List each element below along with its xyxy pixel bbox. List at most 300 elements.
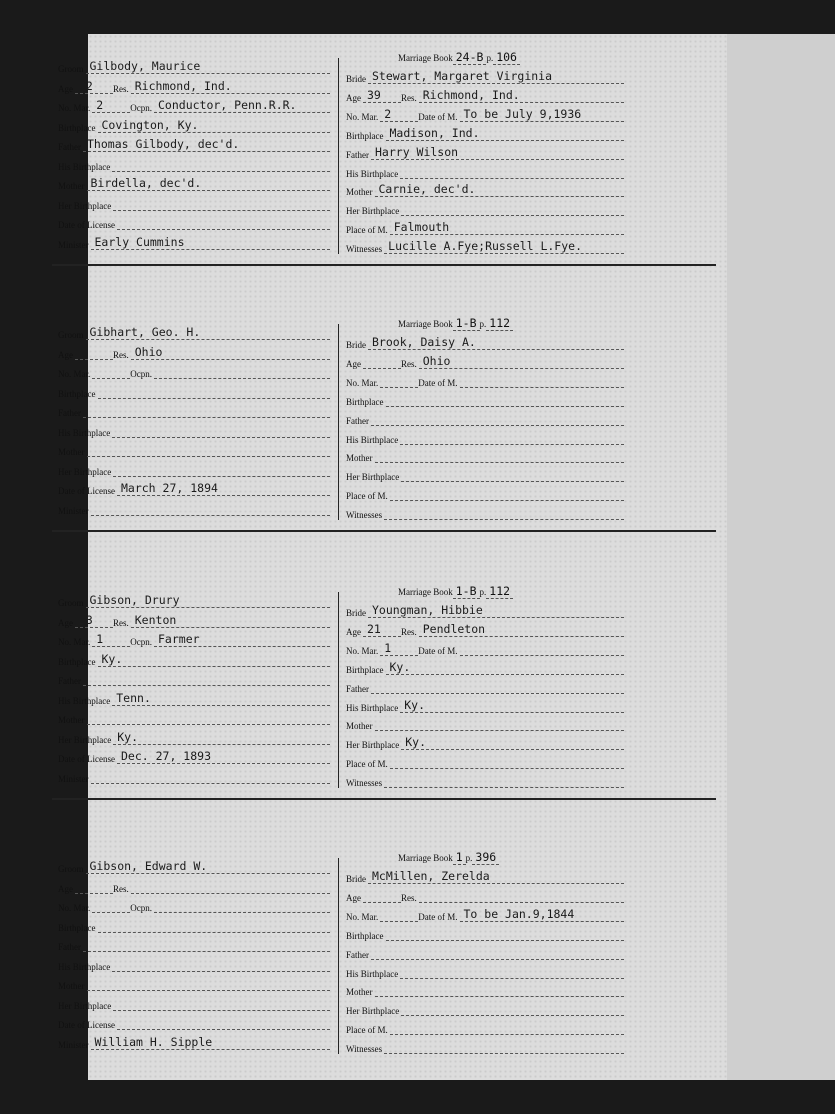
marriage-book-label: Marriage Book (398, 587, 453, 597)
groom-ocpn-label: Ocpn. (130, 103, 152, 113)
groom-row (58, 590, 330, 608)
groom-birthplace-value: Covington, Ky. (98, 119, 331, 133)
bride-his-birthplace-value (400, 965, 624, 979)
groom-license-row (58, 478, 330, 496)
bride-her-birthplace-value (401, 202, 624, 216)
bride-no-mar-value: 1 (380, 642, 418, 656)
bride-place-row (346, 217, 624, 235)
bride-his-birthplace-label: His Birthplace (346, 702, 399, 713)
bride-mother-label: Mother (346, 187, 373, 198)
bride-res-label: Res. (401, 92, 417, 103)
groom-mother-label: Mother (58, 447, 85, 457)
bride-date-of-m-value: To be Jan.9,1844 (460, 908, 625, 922)
bride-date-of-m-label: Date of M. (418, 377, 458, 388)
bride-witnesses-label: Witnesses (346, 778, 383, 789)
groom-ocpn-label: Ocpn. (130, 369, 152, 379)
bride-place-row (346, 1017, 624, 1035)
bride-mar-row (346, 370, 624, 388)
groom-no-mar-label: No. Mar. (58, 637, 91, 647)
bride-his-birthplace-label: His Birthplace (346, 434, 399, 445)
bride-mar-row (346, 904, 624, 922)
groom-his-birthplace-label: His Birthplace (58, 961, 111, 972)
bride-mother-label: Mother (346, 987, 373, 998)
bride-age-row (346, 351, 624, 369)
bride-mother-row (346, 179, 624, 197)
groom-age-row (58, 342, 330, 360)
bride-his-birthplace-row (346, 961, 624, 979)
column-divider (338, 592, 339, 788)
groom-age-label: Age (58, 349, 73, 360)
bride-place-of-m-value (390, 1021, 624, 1035)
groom-name-label: Groom (58, 598, 84, 608)
bride-mar-row (346, 638, 624, 656)
bride-mother-label: Mother (346, 453, 373, 464)
marriage-book-ref (398, 316, 513, 330)
groom-age-value (75, 346, 113, 360)
groom-minister-value (91, 502, 331, 516)
marriage-book-value: 24-B (453, 50, 487, 65)
groom-birthplace-label: Birthplace (58, 656, 96, 667)
bride-her-birthplace-row (346, 732, 624, 750)
bride-mother-value (375, 983, 625, 997)
groom-res-value: Ohio (131, 346, 330, 360)
marriage-book-value: 1 (453, 850, 466, 865)
groom-no-mar-label: No. Mar. (58, 369, 91, 379)
bride-witnesses-row (346, 236, 624, 254)
groom-father-label: Father (58, 142, 81, 152)
bride-father-value (371, 680, 624, 694)
bride-date-of-m-value (460, 642, 625, 656)
groom-date-of-license-value (117, 216, 330, 230)
groom-license-row (58, 212, 330, 230)
groom-date-of-license-value (117, 1016, 330, 1030)
marriage-book-label: Marriage Book (398, 853, 453, 863)
groom-her-birthplace-label: Her Birthplace (58, 200, 112, 211)
groom-no-mar-label: No. Mar. (58, 103, 91, 113)
bride-birthplace-value (386, 927, 625, 941)
bride-name-value: Brook, Daisy A. (368, 336, 624, 350)
marriage-book-label: Marriage Book (398, 53, 453, 63)
groom-her-birthplace-row (58, 727, 330, 745)
page-value: 112 (486, 584, 513, 599)
groom-his-birthplace-row (58, 954, 330, 972)
groom-age-value: 23 (75, 614, 113, 628)
bride-witnesses-label: Witnesses (346, 1044, 383, 1055)
groom-minister-label: Minister (58, 505, 89, 516)
groom-father-value (83, 672, 330, 686)
groom-ocpn-value (154, 365, 330, 379)
groom-birthplace-row (58, 115, 330, 133)
groom-birthplace-row (58, 915, 330, 933)
bride-father-row (346, 942, 624, 960)
bride-age-row (346, 619, 624, 637)
page-label: p. (479, 587, 487, 597)
bride-res-value: Richmond, Ind. (419, 89, 624, 103)
groom-name-label: Groom (58, 864, 84, 874)
groom-father-label: Father (58, 942, 81, 952)
bride-name-label: Bride (346, 74, 366, 84)
bride-res-label: Res. (401, 358, 417, 369)
groom-no-mar-value (92, 365, 130, 379)
groom-his-birthplace-row (58, 420, 330, 438)
bride-no-mar-value (380, 374, 418, 388)
bride-row (346, 600, 624, 618)
page-value: 112 (486, 316, 513, 331)
bride-her-birthplace-label: Her Birthplace (346, 206, 400, 217)
page-value: 106 (493, 50, 520, 65)
bride-place-row (346, 483, 624, 501)
bride-mother-value (375, 449, 625, 463)
bride-father-value (371, 412, 624, 426)
groom-name-value: Gibson, Drury (86, 594, 331, 608)
groom-birthplace-row (58, 649, 330, 667)
groom-father-row (58, 668, 330, 686)
bride-mother-value (375, 717, 625, 731)
groom-age-value (75, 880, 113, 894)
page-label: p. (486, 53, 494, 63)
groom-mar-row (58, 361, 330, 379)
bride-place-of-m-value (390, 755, 624, 769)
groom-mother-label: Mother (58, 981, 85, 991)
groom-birthplace-value: Ky. (98, 653, 331, 667)
groom-her-birthplace-row (58, 459, 330, 477)
marriage-book-value: 1-B (453, 584, 480, 599)
groom-father-value (83, 938, 330, 952)
bride-mother-label: Mother (346, 721, 373, 732)
groom-ocpn-value: Conductor, Penn.R.R. (154, 99, 330, 113)
groom-minister-row (58, 232, 330, 250)
groom-her-birthplace-label: Her Birthplace (58, 466, 112, 477)
bride-his-birthplace-row (346, 161, 624, 179)
bride-res-value: Pendleton (419, 623, 624, 637)
bride-birthplace-value: Ky. (386, 661, 625, 675)
groom-row (58, 56, 330, 74)
card-separator (52, 530, 716, 532)
bride-birthplace-value: Madison, Ind. (386, 127, 625, 141)
groom-birthplace-value (98, 385, 331, 399)
groom-birthplace-label: Birthplace (58, 388, 96, 399)
bride-witnesses-value: Lucille A.Fye;Russell L.Fye. (384, 240, 624, 254)
groom-father-label: Father (58, 676, 81, 686)
groom-father-label: Father (58, 408, 81, 418)
groom-her-birthplace-value (113, 463, 330, 477)
groom-mother-row (58, 439, 330, 457)
groom-date-of-license-label: Date of License (58, 220, 115, 230)
bride-father-label: Father (346, 683, 369, 694)
bride-date-of-m-label: Date of M. (418, 911, 458, 922)
marriage-book-ref (398, 850, 499, 864)
groom-her-birthplace-label: Her Birthplace (58, 1000, 112, 1011)
bride-his-birthplace-row (346, 427, 624, 445)
column-divider (338, 324, 339, 520)
bride-age-value: 39 (363, 89, 401, 103)
groom-ocpn-value: Farmer (154, 633, 330, 647)
bride-age-value: 21 (363, 623, 401, 637)
bride-witnesses-row (346, 502, 624, 520)
groom-res-label: Res. (113, 883, 129, 894)
bride-place-of-m-value: Falmouth (390, 221, 624, 235)
bride-place-row (346, 751, 624, 769)
bride-row (346, 66, 624, 84)
bride-no-mar-label: No. Mar. (346, 377, 379, 388)
bride-date-of-m-value (460, 374, 625, 388)
groom-his-birthplace-value (112, 158, 330, 172)
bride-age-label: Age (346, 358, 361, 369)
groom-no-mar-value: 1 (92, 633, 130, 647)
marriage-record-card (52, 318, 716, 580)
column-divider (338, 858, 339, 1054)
groom-res-value: Richmond, Ind. (131, 80, 330, 94)
bride-father-label: Father (346, 149, 369, 160)
groom-mar-row (58, 895, 330, 913)
groom-ocpn-value (154, 899, 330, 913)
groom-her-birthplace-label: Her Birthplace (58, 734, 112, 745)
bride-witnesses-value (384, 506, 624, 520)
bride-no-mar-value: 2 (380, 108, 418, 122)
groom-age-label: Age (58, 83, 73, 94)
groom-mother-value: Birdella, dec'd. (87, 177, 331, 191)
bride-father-value: Harry Wilson (371, 146, 624, 160)
groom-age-label: Age (58, 883, 73, 894)
groom-name-value: Gibhart, Geo. H. (86, 326, 331, 340)
bride-age-value (363, 889, 401, 903)
groom-his-birthplace-label: His Birthplace (58, 427, 111, 438)
bride-his-birthplace-row (346, 695, 624, 713)
bride-date-of-m-label: Date of M. (418, 645, 458, 656)
bride-father-row (346, 142, 624, 160)
groom-birthplace-value (98, 919, 331, 933)
bride-birthplace-label: Birthplace (346, 664, 384, 675)
bride-place-of-m-label: Place of M. (346, 491, 388, 502)
groom-his-birthplace-value (112, 958, 330, 972)
groom-birthplace-label: Birthplace (58, 922, 96, 933)
groom-birthplace-label: Birthplace (58, 122, 96, 133)
groom-res-label: Res. (113, 83, 129, 94)
bride-mother-row (346, 713, 624, 731)
groom-age-value: 42 (75, 80, 113, 94)
groom-age-row (58, 76, 330, 94)
groom-mother-label: Mother (58, 715, 85, 725)
groom-his-birthplace-label: His Birthplace (58, 161, 111, 172)
groom-minister-value: Early Cummins (91, 236, 331, 250)
bride-witnesses-value (384, 1040, 624, 1054)
bride-age-label: Age (346, 892, 361, 903)
bride-father-label: Father (346, 949, 369, 960)
bride-birthplace-row (346, 123, 624, 141)
groom-age-label: Age (58, 617, 73, 628)
bride-her-birthplace-row (346, 998, 624, 1016)
bride-no-mar-label: No. Mar. (346, 111, 379, 122)
groom-minister-label: Minister (58, 773, 89, 784)
bride-her-birthplace-label: Her Birthplace (346, 1006, 400, 1017)
bride-witnesses-label: Witnesses (346, 244, 383, 255)
bride-row (346, 866, 624, 884)
marriage-book-value: 1-B (453, 316, 480, 331)
bride-her-birthplace-label: Her Birthplace (346, 472, 400, 483)
bride-age-row (346, 85, 624, 103)
groom-her-birthplace-value (113, 197, 330, 211)
bride-his-birthplace-value (400, 431, 624, 445)
groom-his-birthplace-value: Tenn. (112, 692, 330, 706)
groom-date-of-license-value: Dec. 27, 1893 (117, 750, 330, 764)
groom-minister-row (58, 766, 330, 784)
bride-witnesses-value (384, 774, 624, 788)
groom-name-label: Groom (58, 64, 84, 74)
groom-age-row (58, 610, 330, 628)
bride-witnesses-row (346, 1036, 624, 1054)
groom-mother-value (87, 977, 331, 991)
marriage-book-ref (398, 584, 513, 598)
bride-no-mar-label: No. Mar. (346, 911, 379, 922)
groom-his-birthplace-row (58, 154, 330, 172)
marriage-record-card (52, 852, 716, 1114)
bride-birthplace-row (346, 389, 624, 407)
groom-her-birthplace-value: Ky. (113, 731, 330, 745)
bride-row (346, 332, 624, 350)
bride-birthplace-value (386, 393, 625, 407)
bride-his-birthplace-value: Ky. (400, 699, 624, 713)
card-separator (52, 798, 716, 800)
groom-no-mar-value: 2 (92, 99, 130, 113)
bride-witnesses-label: Witnesses (346, 510, 383, 521)
groom-age-row (58, 876, 330, 894)
page-value: 396 (472, 850, 499, 865)
groom-mother-value (87, 443, 331, 457)
marriage-book-ref (398, 50, 520, 64)
groom-res-value: Kenton (131, 614, 330, 628)
bride-age-value (363, 355, 401, 369)
bride-res-label: Res. (401, 892, 417, 903)
bride-father-value (371, 946, 624, 960)
bride-name-value: Stewart, Margaret Virginia (368, 70, 624, 84)
groom-minister-label: Minister (58, 1039, 89, 1050)
bride-age-label: Age (346, 92, 361, 103)
bride-birthplace-row (346, 923, 624, 941)
groom-res-value (131, 880, 330, 894)
groom-row (58, 856, 330, 874)
groom-date-of-license-label: Date of License (58, 754, 115, 764)
groom-no-mar-value (92, 899, 130, 913)
groom-mother-row (58, 973, 330, 991)
bride-his-birthplace-value (400, 165, 624, 179)
bride-her-birthplace-row (346, 464, 624, 482)
bride-name-label: Bride (346, 340, 366, 350)
bride-his-birthplace-label: His Birthplace (346, 168, 399, 179)
bride-place-of-m-value (390, 487, 624, 501)
page-label: p. (479, 319, 487, 329)
groom-mother-label: Mother (58, 181, 85, 191)
groom-mother-row (58, 707, 330, 725)
bride-mar-row (346, 104, 624, 122)
card-separator (52, 264, 716, 266)
bride-his-birthplace-label: His Birthplace (346, 968, 399, 979)
groom-mar-row (58, 629, 330, 647)
bride-birthplace-row (346, 657, 624, 675)
groom-date-of-license-label: Date of License (58, 486, 115, 496)
column-divider (338, 58, 339, 254)
bride-no-mar-value (380, 908, 418, 922)
groom-minister-row (58, 498, 330, 516)
groom-minister-row (58, 1032, 330, 1050)
bride-her-birthplace-value: Ky. (401, 736, 624, 750)
groom-row (58, 322, 330, 340)
marriage-book-label: Marriage Book (398, 319, 453, 329)
bride-place-of-m-label: Place of M. (346, 1025, 388, 1036)
groom-mother-value (87, 711, 331, 725)
bride-her-birthplace-label: Her Birthplace (346, 740, 400, 751)
groom-date-of-license-label: Date of License (58, 1020, 115, 1030)
groom-ocpn-label: Ocpn. (130, 637, 152, 647)
bride-father-row (346, 408, 624, 426)
bride-birthplace-label: Birthplace (346, 930, 384, 941)
groom-father-value (83, 404, 330, 418)
groom-no-mar-label: No. Mar. (58, 903, 91, 913)
groom-license-row (58, 1012, 330, 1030)
groom-minister-label: Minister (58, 239, 89, 250)
groom-date-of-license-value: March 27, 1894 (117, 482, 330, 496)
bride-birthplace-label: Birthplace (346, 130, 384, 141)
groom-res-label: Res. (113, 349, 129, 360)
groom-name-value: Gibson, Edward W. (86, 860, 331, 874)
bride-res-value (419, 889, 624, 903)
bride-res-label: Res. (401, 626, 417, 637)
bride-name-label: Bride (346, 608, 366, 618)
groom-mar-row (58, 95, 330, 113)
groom-birthplace-row (58, 381, 330, 399)
bride-age-label: Age (346, 626, 361, 637)
groom-her-birthplace-value (113, 997, 330, 1011)
bride-name-value: Youngman, Hibbie (368, 604, 624, 618)
bride-father-row (346, 676, 624, 694)
bride-her-birthplace-value (401, 1002, 624, 1016)
groom-father-value: Thomas Gilbody, dec'd. (83, 138, 330, 152)
marriage-record-card (52, 52, 716, 314)
bride-date-of-m-value: To be July 9,1936 (460, 108, 625, 122)
groom-res-label: Res. (113, 617, 129, 628)
page-label: p. (465, 853, 473, 863)
bride-age-row (346, 885, 624, 903)
groom-minister-value: William H. Sipple (91, 1036, 331, 1050)
bride-name-label: Bride (346, 874, 366, 884)
groom-name-value: Gilbody, Maurice (86, 60, 331, 74)
groom-her-birthplace-row (58, 993, 330, 1011)
bride-date-of-m-label: Date of M. (418, 111, 458, 122)
bride-her-birthplace-value (401, 468, 624, 482)
bride-place-of-m-label: Place of M. (346, 225, 388, 236)
bride-mother-row (346, 979, 624, 997)
bride-mother-row (346, 445, 624, 463)
groom-father-row (58, 400, 330, 418)
groom-his-birthplace-label: His Birthplace (58, 695, 111, 706)
bride-father-label: Father (346, 415, 369, 426)
bride-name-value: McMillen, Zerelda (368, 870, 624, 884)
groom-father-row (58, 934, 330, 952)
groom-name-label: Groom (58, 330, 84, 340)
groom-license-row (58, 746, 330, 764)
bride-mother-value: Carnie, dec'd. (375, 183, 625, 197)
groom-ocpn-label: Ocpn. (130, 903, 152, 913)
scan-margin (727, 34, 835, 1080)
marriage-record-card (52, 586, 716, 848)
groom-mother-row (58, 173, 330, 191)
groom-her-birthplace-row (58, 193, 330, 211)
groom-minister-value (91, 770, 331, 784)
bride-her-birthplace-row (346, 198, 624, 216)
bride-res-value: Ohio (419, 355, 624, 369)
bride-place-of-m-label: Place of M. (346, 759, 388, 770)
groom-father-row (58, 134, 330, 152)
groom-his-birthplace-row (58, 688, 330, 706)
